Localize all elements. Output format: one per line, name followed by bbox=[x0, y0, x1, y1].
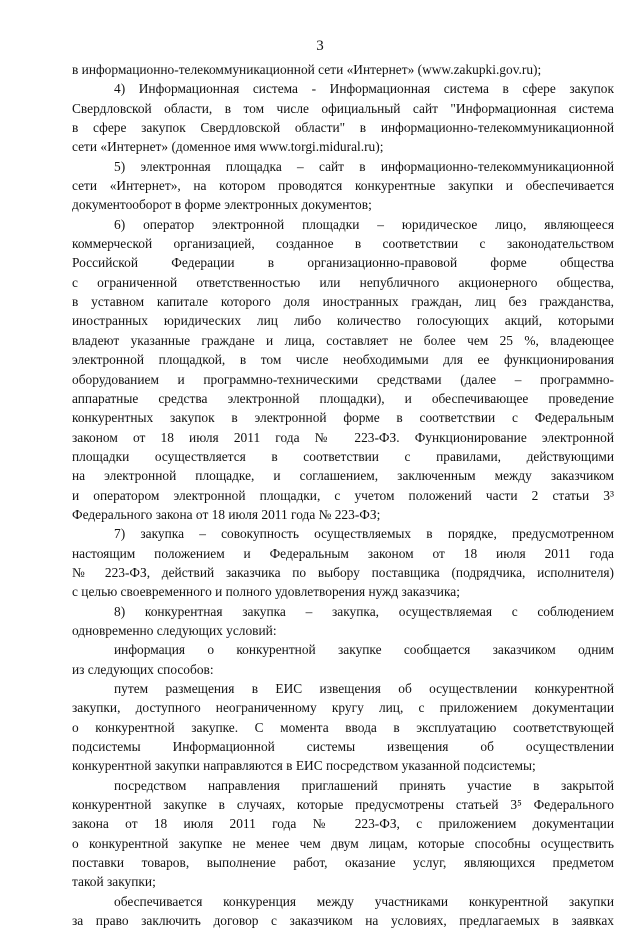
text-line: за право заключить договор с заказчиком на условиях, предлагаемых в заявках bbox=[72, 913, 614, 929]
text-line: в информационно-телекоммуникационной сети «Интернет» (www.zakupki.gov.ru); bbox=[72, 62, 542, 77]
text-line: коммерческой организацией, созданное в соответствии с законодательством bbox=[72, 236, 614, 252]
text-line: на электронной площадке, и соглашением, заключенным между заказчиком bbox=[72, 468, 614, 484]
text-line: Российской Федерации в организационно-правовой форме общества bbox=[72, 255, 614, 271]
text-line: конкурентной закупке в случаях, которые предусмотрены статьей 3⁵ Федерального bbox=[72, 797, 614, 813]
text-line: № 223-ФЗ, действий заказчика по выбору поставщика (подрядчика, исполнителя) bbox=[72, 564, 614, 580]
text-line: 6) оператор электронной площадки – юридическое лицо, являющееся bbox=[114, 216, 614, 232]
text-line: владеют указанные граждане и лица, составляет не более чем 25 %, владеющее bbox=[72, 332, 614, 348]
text-line: конкурентной закупки направляются в ЕИС посредством указанной подсистемы; bbox=[72, 758, 536, 774]
text-line: поставки товаров, выполнение работ, оказание услуг, являющихся предметом bbox=[72, 855, 614, 871]
text-line: посредством направления приглашений принять участие в закрытой bbox=[114, 777, 614, 793]
text-line: такой закупки; bbox=[72, 874, 156, 890]
text-line: 8) конкурентная закупка – закупка, осуществляемая с соблюдением bbox=[114, 603, 614, 619]
text-line: 5) электронная площадка – сайт в информационно-телекоммуникационной bbox=[114, 158, 614, 174]
text-line: в уставном капитале которого доля иностранных граждан, лиц без гражданства, bbox=[72, 294, 614, 310]
text-line: электронной площадкой, в том числе необходимыми для ее функционирования bbox=[72, 352, 614, 368]
text-line: сети «Интернет», на котором проводятся конкурентные закупки и обеспечивается bbox=[72, 178, 614, 194]
text-line: путем размещения в ЕИС извещения об осуществлении конкурентной bbox=[114, 681, 614, 696]
text-line: 4) Информационная система - Информационная система в сфере закупок bbox=[114, 81, 614, 97]
page-number: 3 bbox=[316, 38, 324, 54]
text-line: закона от 18 июля 2011 года № 223-ФЗ, с приложением документации bbox=[72, 816, 614, 832]
text-line: Федерального закона от 18 июля 2011 года № 223-ФЗ; bbox=[72, 506, 381, 522]
text-line: 7) закупка – совокупность осуществляемых в порядке, предусмотренном bbox=[114, 526, 614, 542]
text-line: подсистемы Информационной системы извещения об осуществлении bbox=[72, 739, 614, 755]
text-line: обеспечивается конкуренция между участниками конкурентной закупки bbox=[114, 893, 614, 909]
text-line: документооборот в форме электронных документов; bbox=[72, 197, 372, 213]
text-line: с целью своевременного и полного удовлетворения нужд заказчика; bbox=[72, 584, 460, 600]
text-line: конкурентных закупок в электронной форме в соответствии с Федеральным bbox=[72, 410, 614, 426]
text-line: площадки осуществляется в соответствии с правилами, действующими bbox=[72, 448, 614, 464]
text-line: сети «Интернет» (доменное имя www.torgi.midural.ru); bbox=[72, 139, 384, 155]
text-line: о конкурентной закупке не менее чем двум лицам, которые способны осуществить bbox=[72, 835, 614, 851]
text-line: Свердловской области, в том числе официальный сайт "Информационная система bbox=[72, 100, 614, 116]
document-body bbox=[72, 60, 614, 930]
text-line: одновременно следующих условий: bbox=[72, 622, 277, 638]
text-line: настоящим положением и Федеральным законом от 18 июля 2011 года bbox=[72, 545, 614, 561]
text-line: законом от 18 июля 2011 года № 223-ФЗ. Функционирование электронной bbox=[72, 429, 614, 445]
text-line: иностранных юридических лиц либо количество голосующих акций, которыми bbox=[72, 313, 614, 329]
text-line: с ограниченной ответственностью или непубличного акционерного общества, bbox=[72, 274, 614, 290]
text-line: из следующих способов: bbox=[72, 661, 214, 677]
text-line: информация о конкурентной закупке сообщается заказчиком одним bbox=[114, 642, 614, 658]
text-line: в сфере закупок Свердловской области" в информационно-телекоммуникационной bbox=[72, 120, 614, 136]
text-line: о конкурентной закупке. С момента ввода в эксплуатацию соответствующей bbox=[72, 719, 614, 735]
text-line: закупки, доступного неограниченному кругу лиц, с приложением документации bbox=[72, 700, 614, 716]
text-line: и оператором электронной площадки, с учетом положений части 2 статьи 3³ bbox=[72, 487, 614, 503]
text-line: оборудованием и программно-техническими средствами (далее – программно- bbox=[72, 371, 614, 387]
text-line: аппаратные средства электронной площадки), и обеспечивающее проведение bbox=[72, 390, 614, 406]
